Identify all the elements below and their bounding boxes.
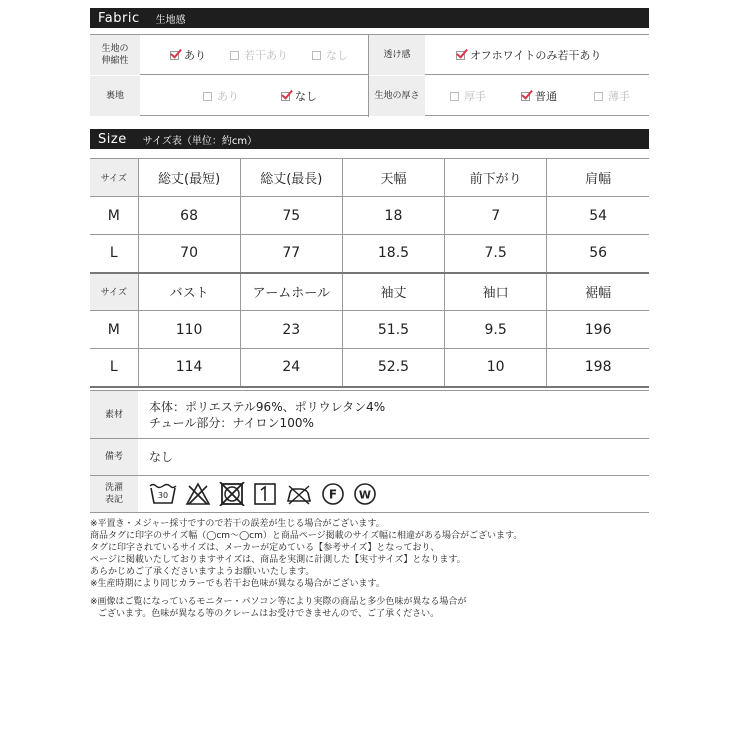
- label-sheerness: 透け感: [369, 35, 425, 75]
- note-line: ※生産時期により同じカラーでも若干お色味が異なる場合がございます。: [90, 579, 385, 589]
- option-stretch-none: なし: [312, 35, 348, 75]
- size-title-jp: サイズ表（単位：約cm）: [142, 135, 258, 147]
- checkbox-empty-icon: [230, 51, 239, 60]
- table-cell: 110: [138, 311, 240, 349]
- table-cell: 56: [547, 235, 649, 273]
- checkbox-empty-icon: [450, 92, 459, 101]
- size-section-header: [90, 129, 649, 149]
- table-cell: 70: [138, 235, 240, 273]
- size-header-cell: 袖丈: [342, 273, 444, 311]
- label-stretch: 生地の 伸縮性: [90, 35, 140, 75]
- table-cell: 114: [138, 349, 240, 387]
- fabric-section-header: [90, 8, 649, 28]
- option-stretch-slight: 若干あり: [230, 35, 288, 75]
- table-cell: 24: [240, 349, 342, 387]
- size-header-row: [90, 273, 649, 311]
- table-cell: 10: [445, 349, 547, 387]
- checkbox-checked-icon: [170, 51, 179, 60]
- fabric-row-lining: [90, 76, 649, 116]
- iron-low-crossed-icon: [285, 482, 313, 506]
- no-tumble-dry-icon: [219, 482, 245, 506]
- care-icons: [138, 476, 649, 513]
- note-line: ページに掲載いたしておりますサイズは、商品を実測に計測した【実寸サイズ】となります。: [90, 555, 466, 565]
- option-lining-no: なし: [281, 76, 317, 116]
- size-header-cell: 裾幅: [547, 273, 649, 311]
- info-table: [90, 390, 649, 513]
- fabric-table: [90, 34, 649, 116]
- no-bleach-icon: [185, 482, 211, 506]
- size-header-cell: 天幅: [342, 159, 444, 197]
- option-thick: 厚手: [450, 76, 486, 116]
- size-header-cell: サイズ: [90, 159, 138, 197]
- size-name-cell: L: [90, 235, 138, 273]
- care-row: [90, 476, 649, 513]
- size-header-cell: 前下がり: [445, 159, 547, 197]
- size-header-cell: 総丈(最短): [138, 159, 240, 197]
- table-cell: 68: [138, 197, 240, 235]
- size-header-cell: 袖口: [445, 273, 547, 311]
- table-cell: 51.5: [342, 311, 444, 349]
- size-header-cell: サイズ: [90, 273, 138, 311]
- size-name-cell: M: [90, 197, 138, 235]
- note-line: ※画像はご覧になっているモニター・パソコン等により実際の商品と多少色味が異なる場合が: [90, 597, 467, 607]
- checkbox-checked-icon: [521, 92, 530, 101]
- option-stretch-yes: あり: [170, 35, 206, 75]
- option-thin: 薄手: [594, 76, 630, 116]
- size-title-en: Size: [98, 131, 127, 147]
- table-row: [90, 235, 649, 273]
- svg-text:30: 30: [157, 491, 169, 500]
- note-line: ございます。色味が異なる等のクレームはお受けできませんので、ご了承ください。: [98, 609, 440, 619]
- care-label: 洗濯 表記: [90, 476, 138, 513]
- option-lining-yes: あり: [203, 76, 239, 116]
- size-table: [90, 158, 649, 388]
- remarks-value: なし: [138, 439, 649, 476]
- checkbox-checked-icon: [456, 51, 465, 60]
- option-normal: 普通: [521, 76, 557, 116]
- table-cell: 52.5: [342, 349, 444, 387]
- table-cell: 54: [547, 197, 649, 235]
- svg-text:F: F: [328, 487, 338, 502]
- note-line: 商品タグに印字のサイズ幅（◯cm〜◯cm）と商品ページ掲載のサイズ幅に相違がある場合がございます。: [90, 531, 523, 541]
- option-sheer-offwhite: オフホワイトのみ若干あり: [456, 35, 601, 75]
- notes: [90, 518, 650, 620]
- remarks-label: 備考: [90, 439, 138, 476]
- table-cell: 7: [445, 197, 547, 235]
- fabric-title-en: Fabric: [98, 10, 140, 26]
- remarks-row: [90, 439, 649, 476]
- dry-clean-f-icon: [321, 482, 345, 506]
- checkbox-empty-icon: [203, 92, 212, 101]
- size-header-cell: 肩幅: [547, 159, 649, 197]
- size-header-row: [90, 159, 649, 197]
- note-line: あらかじめご了承くださいますようお願いいたします。: [90, 567, 315, 577]
- material-label: 素材: [90, 391, 138, 439]
- checkbox-empty-icon: [312, 51, 321, 60]
- table-cell: 196: [547, 311, 649, 349]
- svg-text:W: W: [358, 488, 372, 502]
- label-lining: 裏地: [90, 76, 140, 116]
- table-cell: 18.5: [342, 235, 444, 273]
- label-thickness: 生地の厚さ: [369, 76, 425, 116]
- table-cell: 23: [240, 311, 342, 349]
- line-dry-icon: [253, 482, 277, 506]
- table-cell: 7.5: [445, 235, 547, 273]
- size-header-cell: アームホール: [240, 273, 342, 311]
- material-value: 本体：ポリエステル96%、ポリウレタン4% チュール部分：ナイロン100%: [138, 391, 649, 439]
- wet-clean-w-icon: [353, 482, 377, 506]
- fabric-title-jp: 生地感: [155, 14, 186, 26]
- table-cell: 77: [240, 235, 342, 273]
- note-line: ※平置き・メジャー採寸ですので若干の誤差が生じる場合がございます。: [90, 519, 385, 529]
- table-row: [90, 349, 649, 387]
- note-line: タグに印字されているサイズは、メーカーが定めている【参考サイズ】となっており、: [90, 543, 440, 553]
- fabric-row-stretch: [90, 35, 649, 75]
- table-row: [90, 197, 649, 235]
- material-row: [90, 391, 649, 439]
- checkbox-checked-icon: [281, 92, 290, 101]
- table-row: [90, 311, 649, 349]
- size-header-cell: バスト: [138, 273, 240, 311]
- wash-30-tub-icon: [149, 482, 177, 506]
- size-name-cell: L: [90, 349, 138, 387]
- table-cell: 75: [240, 197, 342, 235]
- size-name-cell: M: [90, 311, 138, 349]
- table-cell: 9.5: [445, 311, 547, 349]
- table-cell: 198: [547, 349, 649, 387]
- table-cell: 18: [342, 197, 444, 235]
- size-header-cell: 総丈(最長): [240, 159, 342, 197]
- checkbox-empty-icon: [594, 92, 603, 101]
